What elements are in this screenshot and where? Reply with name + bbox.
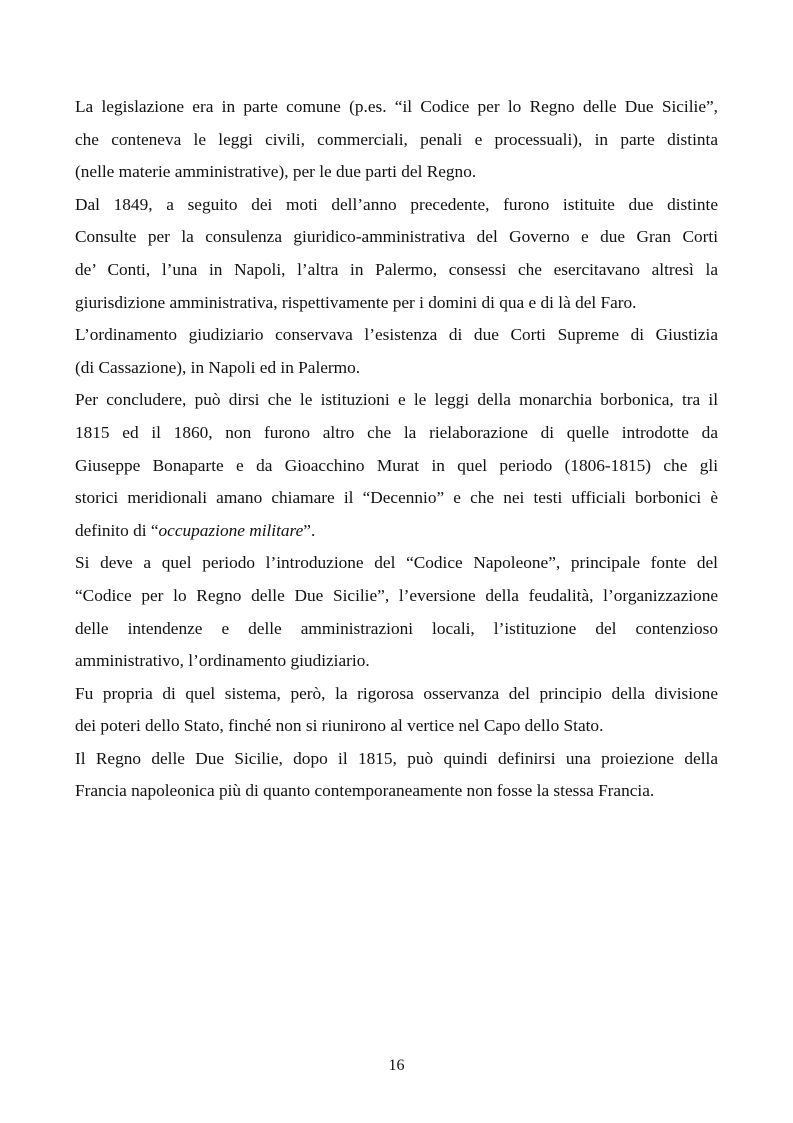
text-line-14: [75, 515, 718, 548]
text-line-8: L’ordinamento giudiziario conservava l’esistenza di due Corti Supreme di Giustizia: [75, 325, 718, 345]
text-line-18: amministrativo, l’ordinamento giudiziario.: [75, 651, 370, 671]
text-line-16: “Codice per lo Regno delle Due Sicilie”, l’eversione della feudalità, l’organizzazione: [75, 585, 718, 605]
text-line-13: storici meridionali amano chiamare il “Decennio” e che nei testi ufficiali borbonici è: [75, 488, 718, 508]
text-line-14-after: ”.: [303, 520, 316, 540]
text-line-2: che conteneva le leggi civili, commerciali, penali e processuali), in parte distinta: [75, 129, 718, 149]
text-line-7: giurisdizione amministrativa, rispettivamente per i domini di qua e di là del Faro.: [75, 292, 637, 312]
text-line-3: (nelle materie amministrative), per le due parti del Regno.: [75, 162, 477, 182]
italic-phrase: occupazione militare: [158, 520, 304, 540]
page-number: 16: [388, 1057, 405, 1074]
text-line-19: Fu propria di quel sistema, però, la rigorosa osservanza del principio della divisione: [75, 683, 718, 703]
text-line-10: Per concludere, può dirsi che le istituzioni e le leggi della monarchia borbonica, tra il: [75, 390, 718, 410]
text-line-22: Francia napoleonica più di quanto contemporaneamente non fosse la stessa Francia.: [75, 781, 655, 801]
text-line-6: de’ Conti, l’una in Napoli, l’altra in Palermo, consessi che esercitavano altresì la: [75, 259, 718, 279]
text-line-20: dei poteri dello Stato, finché non si riunirono al vertice nel Capo dello Stato.: [75, 716, 604, 736]
text-line-1: La legislazione era in parte comune (p.es. “il Codice per lo Regno delle Due Sicilie”,: [75, 97, 718, 116]
text-line-9: (di Cassazione), in Napoli ed in Palermo.: [75, 357, 361, 377]
text-line-14-before: definito di “: [75, 520, 159, 540]
text-line-4: Dal 1849, a seguito dei moti dell’anno precedente, furono istituite due distinte: [75, 194, 718, 214]
text-line-5: Consulte per la consulenza giuridico-amministrativa del Governo e due Gran Corti: [75, 227, 718, 247]
text-line-17: delle intendenze e delle amministrazioni locali, l’istituzione del contenzioso: [75, 618, 718, 638]
text-line-15: Si deve a quel periodo l’introduzione del “Codice Napoleone”, principale fonte del: [75, 553, 718, 573]
document-body: [75, 91, 718, 808]
text-line-12: Giuseppe Bonaparte e da Gioacchino Murat in quel periodo (1806-1815) che gli: [75, 455, 718, 475]
text-line-11: 1815 ed il 1860, non furono altro che la rielaborazione di quelle introdotte da: [75, 422, 718, 442]
text-line-21: Il Regno delle Due Sicilie, dopo il 1815, può quindi definirsi una proiezione della: [75, 748, 718, 768]
